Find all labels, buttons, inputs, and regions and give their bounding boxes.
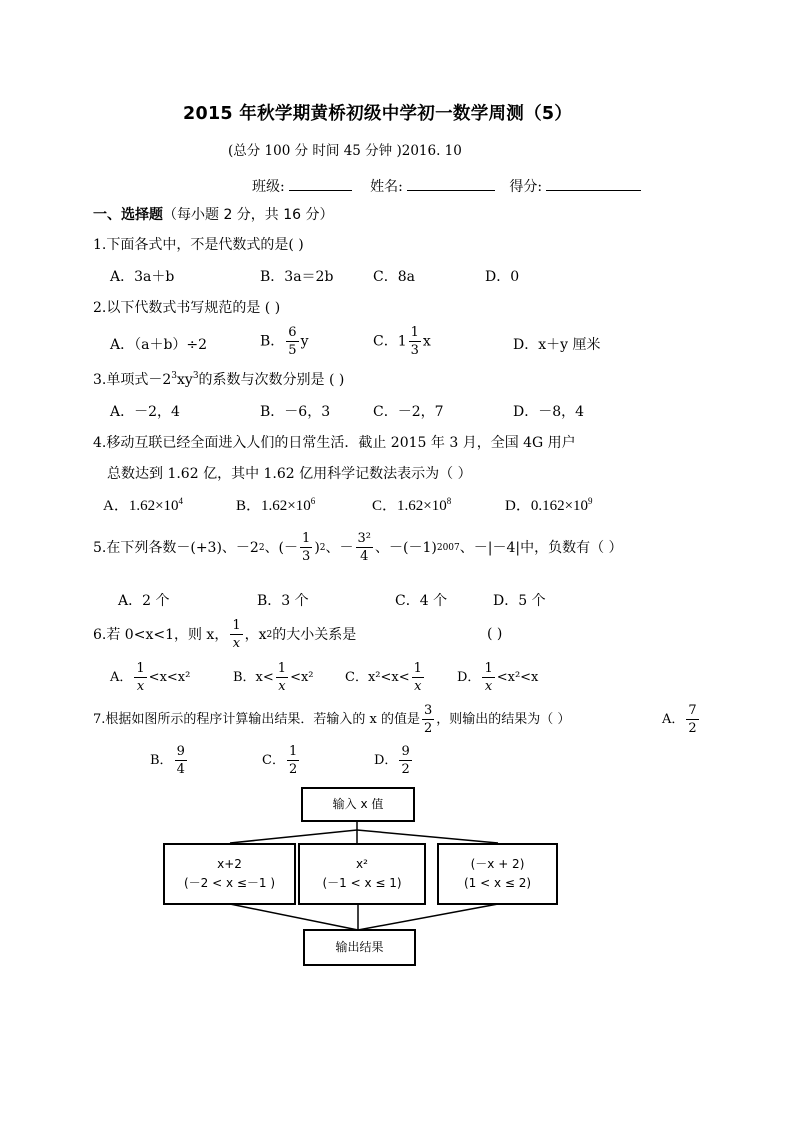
class-label: 班级: xyxy=(252,179,285,195)
q4-option-a[interactable]: A．$1.62\times 10^4$ xyxy=(103,496,184,514)
fraction: $\frac{9}{2}$ xyxy=(401,744,410,777)
fraction: $\frac{1}{2}$ xyxy=(288,744,298,777)
fraction: $\frac{1}{x}$ xyxy=(277,661,287,694)
q3-option-c[interactable]: C．－2，7 xyxy=(373,404,444,420)
flowchart-middle-branch: x² (－1 < x ≤ 1) xyxy=(298,843,426,905)
fraction: $\frac{7}{2}$ xyxy=(688,703,697,736)
flowchart-right-branch: (－x + 2) (1 < x ≤ 2) xyxy=(437,843,558,905)
q6-option-a[interactable]: A． $\frac{1}{x}$ <x<x² xyxy=(110,661,191,694)
q5-option-c[interactable]: C．4 个 xyxy=(395,593,448,609)
name-label: 姓名: xyxy=(370,179,403,195)
q1-option-d[interactable]: D．0 xyxy=(485,269,520,285)
q1-option-a[interactable]: A．3a＋b xyxy=(110,269,175,285)
fraction: $\frac{1}{3}$ xyxy=(302,531,311,564)
fraction: $\frac{1}{x}$ xyxy=(413,661,422,694)
fraction: $\frac{1}{x}$ xyxy=(484,661,493,694)
q4-option-b[interactable]: B．$1.62\times 10^6$ xyxy=(236,496,316,514)
fraction: $\frac{3}{2}$ xyxy=(424,703,433,736)
q7-option-a[interactable]: A． $\frac{7}{2}$ xyxy=(662,703,697,736)
q4-option-d[interactable]: D．$0.162\times 10^9$ xyxy=(505,496,593,514)
q5-option-a[interactable]: A．2 个 xyxy=(118,593,170,609)
question-7-stem: 7.根据如图所示的程序计算输出结果．若输入的 x 的值是 $\frac{3}{2}$ ，则输出的结果为（ ） xyxy=(93,703,571,736)
q1-option-c[interactable]: C．8a xyxy=(373,269,415,285)
q6-option-d[interactable]: D． $\frac{1}{x}$ <x²<x xyxy=(457,661,539,694)
fraction: $\frac{9}{4}$ xyxy=(176,744,185,777)
connector-right-output xyxy=(358,904,498,930)
fraction: $\frac{1}{3}$ xyxy=(410,325,419,358)
q6-option-c[interactable]: C．x²<x< $\frac{1}{x}$ xyxy=(345,661,422,694)
connector-left-output xyxy=(230,904,358,930)
question-4-stem-line-1: 4.移动互联已经全面进入人们的日常生活．截止 2015 年 3 月，全国 4G 用户 xyxy=(93,435,576,451)
question-6-stem: 6.若 0<x<1，则 x， $\frac{1}{x}$ ，x 2 的大小关系是 xyxy=(93,618,357,651)
fraction: $\frac{1}{x}$ xyxy=(232,618,241,651)
q2-option-c[interactable]: C．1 $\frac{1}{3}$ x xyxy=(373,325,431,358)
q6-option-b[interactable]: B．x< $\frac{1}{x}$ <x² xyxy=(233,661,314,694)
fraction: $\frac{6}{5}$ xyxy=(288,325,297,358)
q4-option-c[interactable]: C．$1.62\times 10^8$ xyxy=(372,496,452,514)
question-3-stem: 3.单项式$-2^3xy^3$的系数与次数分别是 ( ) xyxy=(93,371,345,388)
q7-option-d[interactable]: D． $\frac{9}{2}$ xyxy=(374,744,410,777)
flowchart-input-box: 输入 x 值 xyxy=(301,787,415,822)
score-label: 得分: xyxy=(509,179,543,195)
question-4-stem-line-2: 总数达到 1.62 亿，其中 1.62 亿用科学记数法表示为（ ） xyxy=(107,466,472,482)
exam-info: (总分 100 分 时间 45 分钟 )2016. 10 xyxy=(228,143,462,159)
connector-input-right xyxy=(357,830,498,843)
q7-option-c[interactable]: C． $\frac{1}{2}$ xyxy=(262,744,298,777)
connector-input-left xyxy=(230,830,357,843)
q5-option-d[interactable]: D．5 个 xyxy=(493,593,546,609)
flowchart-output-box: 输出结果 xyxy=(303,929,416,966)
section-heading: 一、选择题（每小题 2 分，共 16 分） xyxy=(93,207,334,223)
fraction: $\frac{1}{x}$ xyxy=(136,661,145,694)
q5-option-b[interactable]: B．3 个 xyxy=(257,593,309,609)
q2-option-a[interactable]: A．（a＋b）÷2 xyxy=(110,337,208,353)
q7-option-b[interactable]: B． $\frac{9}{4}$ xyxy=(150,744,185,777)
q3-option-a[interactable]: A．－2，4 xyxy=(110,404,180,420)
fraction: $\frac{\text{3²}}{4}$ xyxy=(357,531,371,564)
question-2-stem: 2.以下代数式书写规范的是 ( ) xyxy=(93,300,281,316)
q3-option-d[interactable]: D．－8，4 xyxy=(513,404,585,420)
q2-option-b[interactable]: B． $\frac{6}{5}$ y xyxy=(260,325,309,358)
q1-option-b[interactable]: B．3a＝2b xyxy=(260,269,334,285)
flowchart-left-branch: x+2 (－2 < x ≤－1 ) xyxy=(163,843,296,905)
q3-option-b[interactable]: B．－6，3 xyxy=(260,404,331,420)
question-1-stem: 1.下面各式中，不是代数式的是( ) xyxy=(93,237,304,253)
question-5-stem: 5.在下列各数 －(+3)、－2 2 、(－ $\frac{1}{3}$ ) 2 、－ $\frac{\text{3²}}{4}$ 、－(－1) 2007 、－|－4| 中，负数有（ ） xyxy=(93,531,623,564)
q6-answer-paren: ( ) xyxy=(487,626,503,642)
q2-option-d[interactable]: D．x＋y 厘米 xyxy=(513,337,601,353)
page-title: 2015 年秋学期黄桥初级中学初一数学周测（5） xyxy=(183,104,573,124)
